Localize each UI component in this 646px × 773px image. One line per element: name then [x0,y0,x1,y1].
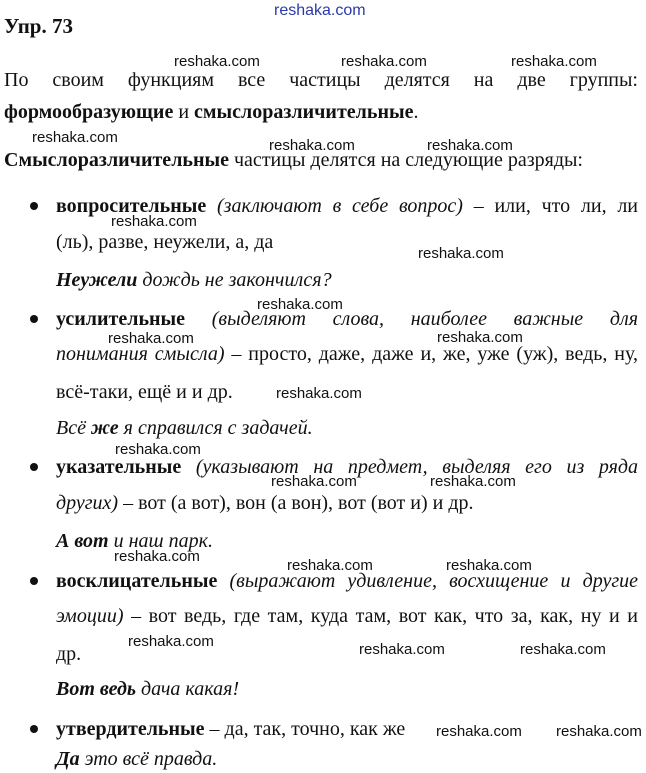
conjunction: и [173,101,195,123]
watermark: reshaka.com [446,557,532,574]
watermark: reshaka.com [427,137,513,154]
watermark: reshaka.com [114,548,200,565]
category-name: усилительные [56,308,186,330]
watermark: reshaka.com [287,557,373,574]
period: . [413,101,419,123]
group-semantic: смыслоразличительные [194,101,414,123]
watermark: reshaka.com [341,53,427,70]
category-particles: – вот (а вот), вон (а вон), вот (вот и) и др. [118,492,474,514]
watermark: reshaka.com [257,296,343,313]
category-gloss-cont: других) [56,492,119,514]
watermark: reshaka.com [32,129,118,146]
watermark: reshaka.com [437,329,523,346]
example-sentence [56,268,638,292]
category-name: утвердительные [56,718,205,740]
watermark: reshaka.com [436,723,522,740]
intro-groups [4,100,638,124]
category-gloss: (заключают в себе вопрос) [217,195,463,217]
list-item-line [56,455,638,479]
subtitle-rest: частицы делятся на следующие разряды: [229,149,583,171]
example-particle: Вот ведь [56,678,137,700]
example-particle: Неужели [56,269,138,291]
watermark: reshaka.com [430,473,516,490]
watermark: reshaka.com [108,330,194,347]
category-particles: – вот ведь, где там, куда там, вот как, что за, как, ну и и [123,605,638,627]
watermark: reshaka.com [115,441,201,458]
bullet [30,725,38,733]
group-formative: формообразующие [4,101,174,123]
bullet [30,315,38,323]
list-item-line: др. [56,643,82,665]
watermark: reshaka.com [511,53,597,70]
watermark: reshaka.com [276,385,362,402]
example-particle: Да [56,748,80,770]
list-item-line [56,342,638,366]
watermark: reshaka.com [271,473,357,490]
watermark: reshaka.com [274,2,366,19]
example-rest: и наш парк. [108,530,213,552]
list-item-line [56,307,638,331]
example-rest: я справился с задачей. [118,417,313,439]
watermark: reshaka.com [418,245,504,262]
category-gloss-cont: эмоции) [56,605,124,627]
watermark: reshaka.com [359,641,445,658]
category-gloss-cont: понимания смысла) [56,343,225,365]
example-sentence [56,677,638,701]
bullet [30,577,38,585]
example-rest: дача какая! [136,678,240,700]
example-sentence [56,747,638,771]
example-rest: дождь не закончился? [137,269,332,291]
category-gloss: (указывают на предмет, выделяя его из ряда [195,456,639,478]
list-item-line [56,491,638,515]
example-sentence [56,416,638,440]
watermark: reshaka.com [556,723,642,740]
list-item-line [56,569,638,593]
list-item-line: (ль), разве, неужели, а, да [56,231,274,253]
bullet [30,463,38,471]
subtitle-line [4,148,638,172]
subtitle-term: Смыслоразличительные [4,149,229,171]
exercise-title: Упр. 73 [4,14,73,38]
category-particles: – или, что ли, ли [462,195,639,217]
category-gloss: (выражают удивление, восхищение и другие [229,570,639,592]
example-particle: же [90,417,119,439]
list-item-line: всё-таки, ещё и и др. [56,381,233,403]
list-item-line [56,604,638,628]
category-gloss: (выделяют слова, наиболее важные для [211,308,638,330]
watermark: reshaka.com [520,641,606,658]
category-name: указательные [56,456,182,478]
category-particles: – просто, даже, даже и, же, уже (уж), ведь, ну, [224,343,639,365]
example-pre: Всё [56,417,91,439]
category-name: восклицательные [56,570,218,592]
list-item-line [56,194,638,218]
watermark: reshaka.com [269,137,355,154]
bullet [30,202,38,210]
intro-line: По своим функциям все частицы делятся на две группы: [4,69,638,91]
list-item-line [56,717,638,741]
category-name: вопросительные [56,195,207,217]
example-rest: это всё правда. [79,748,218,770]
example-sentence [56,529,638,553]
category-particles: – да, так, точно, как же [204,718,406,740]
watermark: reshaka.com [111,213,197,230]
watermark: reshaka.com [128,633,214,650]
watermark: reshaka.com [174,53,260,70]
example-particle: А вот [56,530,109,552]
